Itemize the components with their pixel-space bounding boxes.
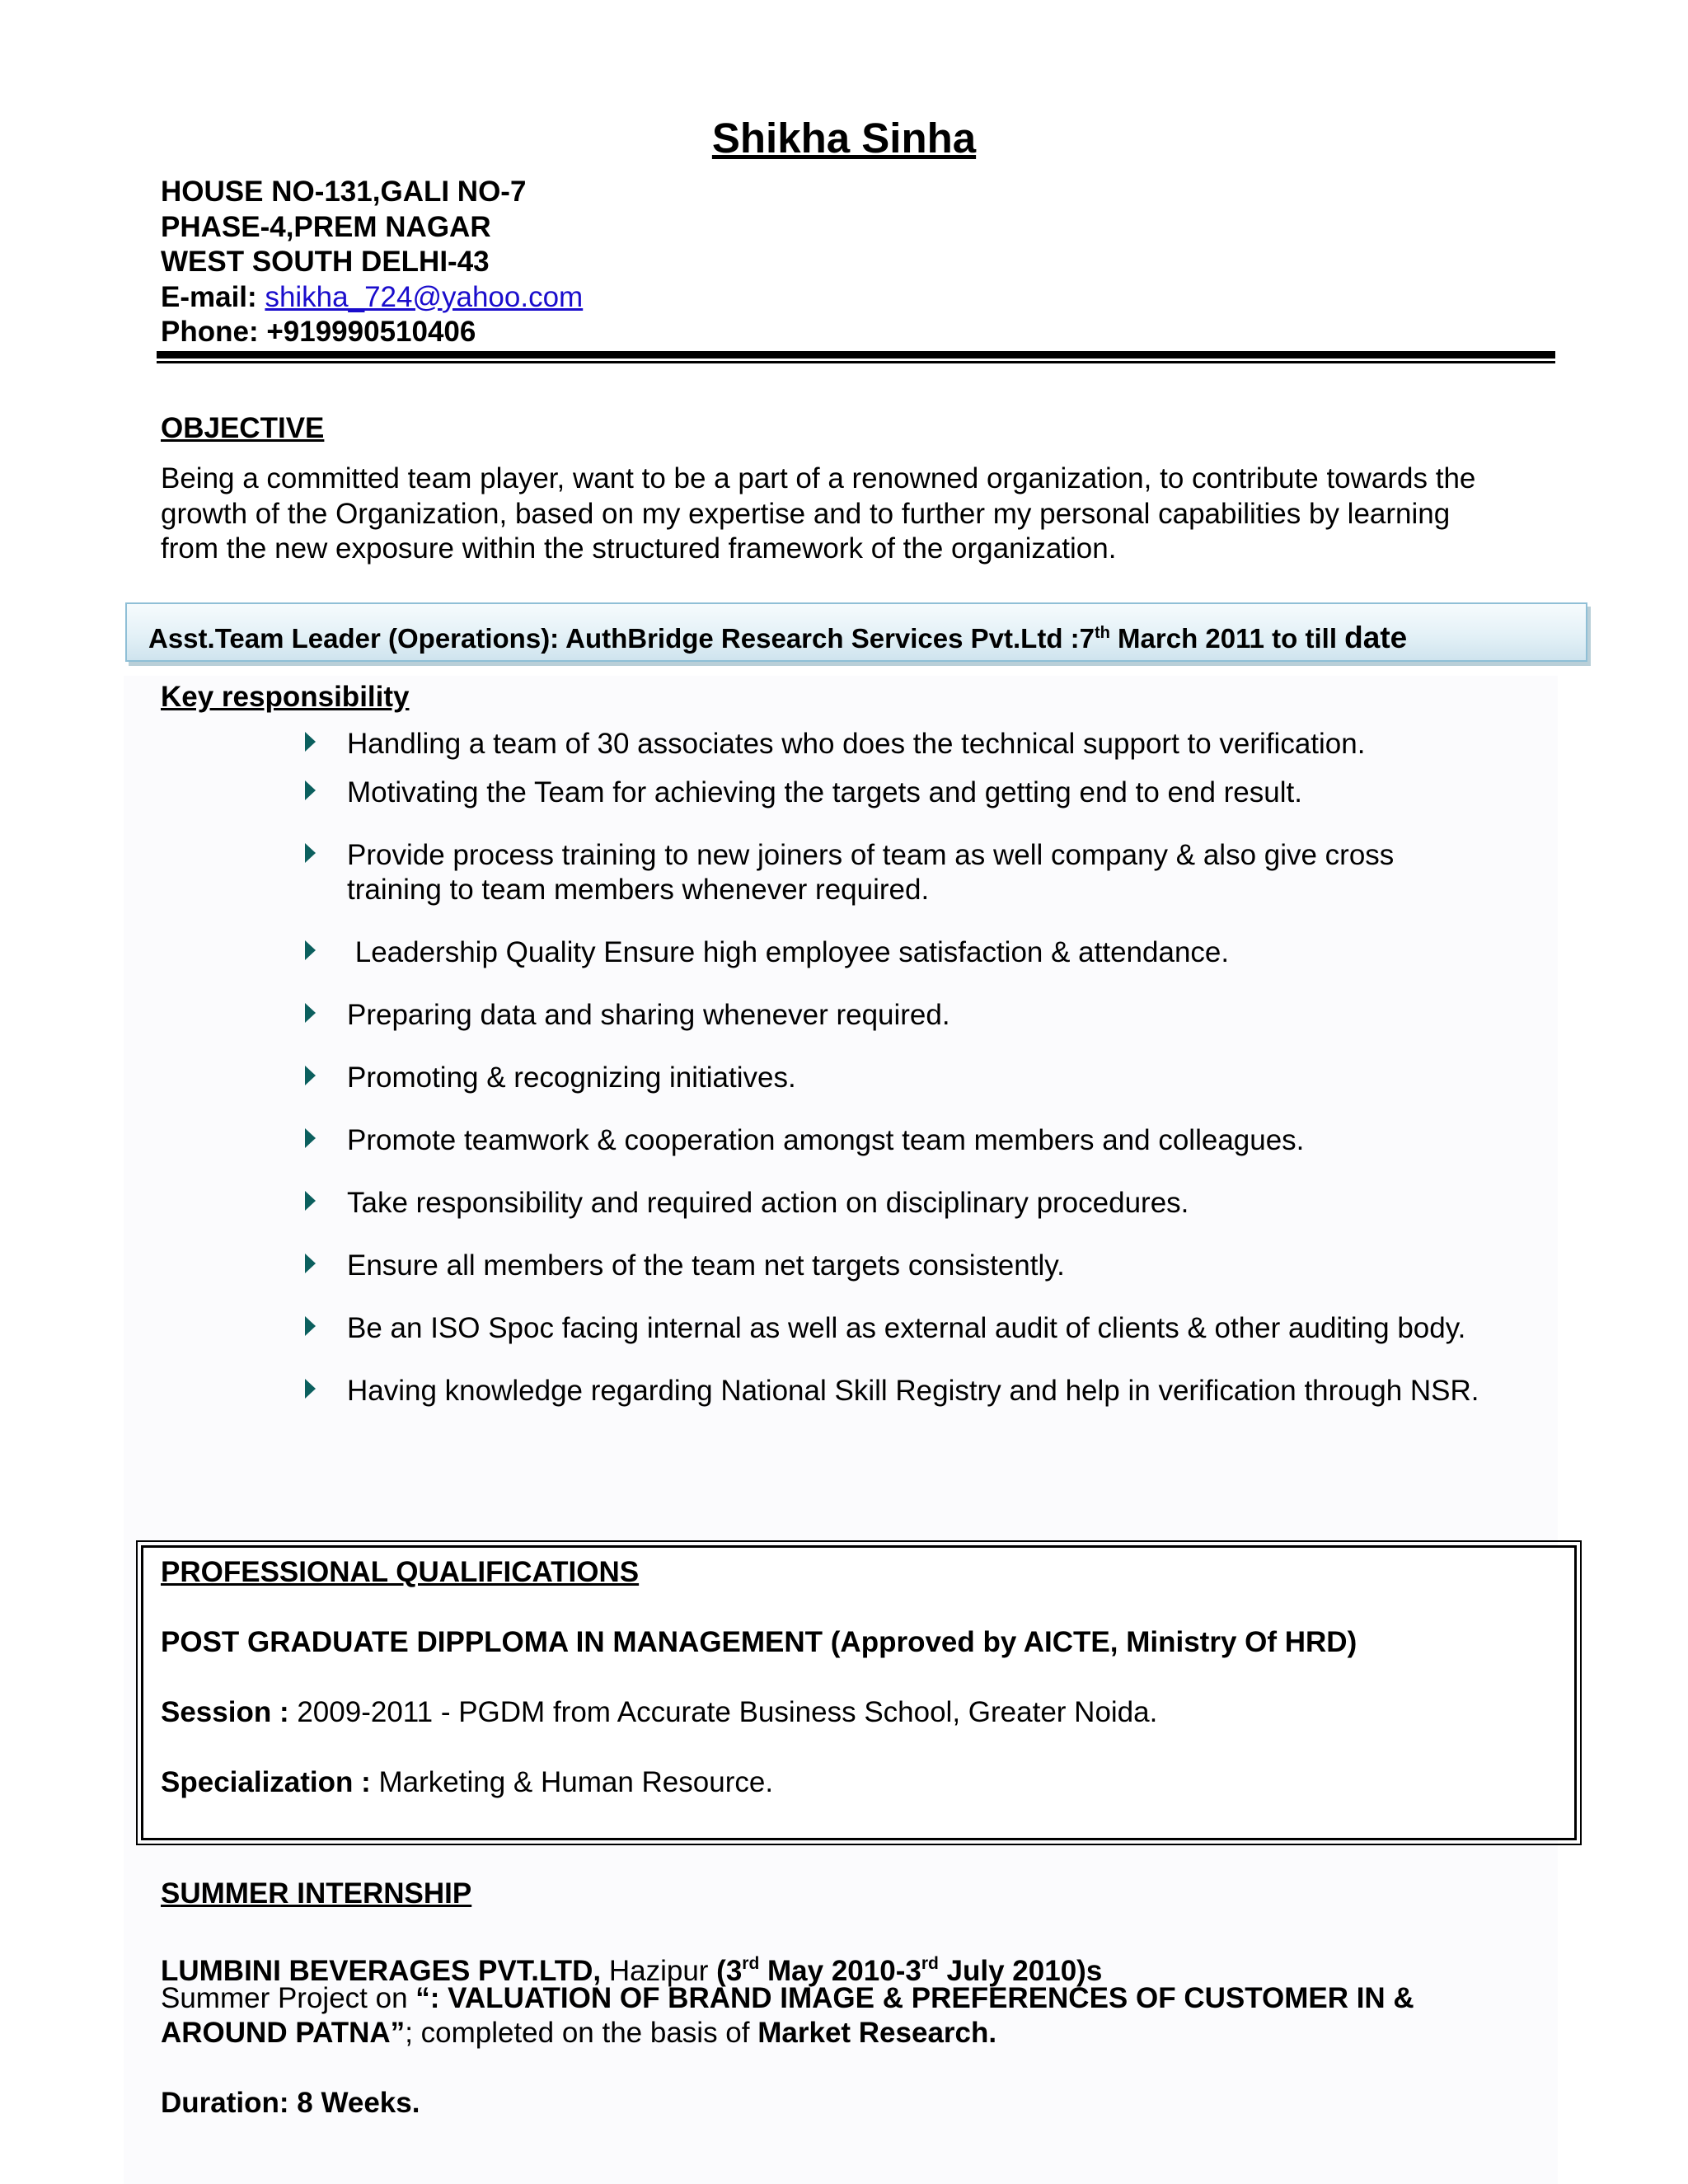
session-value: 2009-2011 - PGDM from Accurate Business School, Greater Noida. [288, 1696, 1158, 1728]
bullet-triangle-icon [305, 1379, 316, 1399]
internship-company: LUMBINI BEVERAGES PVT.LTD, [161, 1955, 602, 1987]
bullet-triangle-icon [305, 1066, 316, 1085]
internship-heading: SUMMER INTERNSHIP [161, 1877, 472, 1910]
phone-number: +919990510406 [266, 316, 476, 348]
internship-duration: Duration: 8 Weeks. [161, 2087, 420, 2119]
project-basis: Market Research. [757, 2017, 997, 2049]
session-row [161, 1694, 1157, 1731]
qualifications-heading: PROFESSIONAL QUALIFICATIONS [161, 1556, 640, 1588]
bullet-triangle-icon [305, 1316, 316, 1336]
bullet-triangle-icon [305, 1254, 316, 1273]
objective-heading: OBJECTIVE [161, 412, 325, 444]
job-title-bar [125, 602, 1587, 662]
phone-row [161, 315, 583, 350]
bullet-triangle-icon [305, 1191, 316, 1211]
job-title: Asst.Team Leader (Operations): AuthBridge Research Services Pvt.Ltd :7th March 2011 to till date [148, 621, 1408, 654]
bullet-triangle-icon [305, 843, 316, 863]
bullet-triangle-icon [305, 732, 316, 752]
email-link[interactable]: shikha_724@yahoo.com [265, 280, 584, 313]
project-line-2: AROUND PATNA”; completed on the basis of Market Research. [161, 2017, 997, 2049]
responsibilities-heading: Key responsibility [161, 681, 410, 713]
address-line-2: PHASE-4,PREM NAGAR [161, 210, 491, 243]
objective-line: growth of the Organization, based on my expertise and to further my personal capabilities by learning [161, 497, 1451, 530]
header-divider-thin [157, 361, 1555, 363]
internship-company-row: LUMBINI BEVERAGES PVT.LTD, Hazipur (3rd May 2010-3rd July 2010)s [161, 1954, 1103, 1987]
objective-line: from the new exposure within the structured framework of the organization. [161, 532, 1117, 565]
header-divider [157, 351, 1555, 359]
specialization-row [161, 1765, 773, 1801]
address-line-1: HOUSE NO-131,GALI NO-7 [161, 176, 527, 208]
job-date-word: date [1344, 621, 1408, 654]
internship-location: Hazipur [601, 1955, 717, 1987]
bullet-triangle-icon [305, 1003, 316, 1023]
degree-title: POST GRADUATE DIPPLOMA IN MANAGEMENT (Approved by AICTE, Ministry Of HRD) [161, 1626, 1357, 1658]
candidate-name: Shikha Sinha [711, 115, 977, 162]
specialization-label: Specialization : [161, 1766, 371, 1798]
project-title: “: VALUATION OF BRAND IMAGE & PREFERENCES OF CUSTOMER IN & [415, 1982, 1414, 2014]
bullet-triangle-icon [305, 940, 316, 960]
objective-text [161, 462, 1578, 567]
bullet-triangle-icon [305, 780, 316, 800]
bullet-triangle-icon [305, 1128, 316, 1148]
address-line-3: WEST SOUTH DELHI-43 [161, 246, 490, 278]
objective-line: Being a committed team player, want to be a part of a renowned organization, to contribute towards the [161, 462, 1476, 494]
session-label: Session : [161, 1696, 289, 1728]
email-label: E-mail: [161, 280, 257, 313]
contact-block [161, 175, 583, 350]
phone-label: Phone: [161, 316, 259, 348]
project-line-1: Summer Project on “: VALUATION OF BRAND IMAGE & PREFERENCES OF CUSTOMER IN & [161, 1982, 1414, 2014]
specialization-value: Marketing & Human Resource. [370, 1766, 774, 1798]
email-row [161, 280, 583, 316]
job-date-superscript: th [1095, 624, 1110, 642]
